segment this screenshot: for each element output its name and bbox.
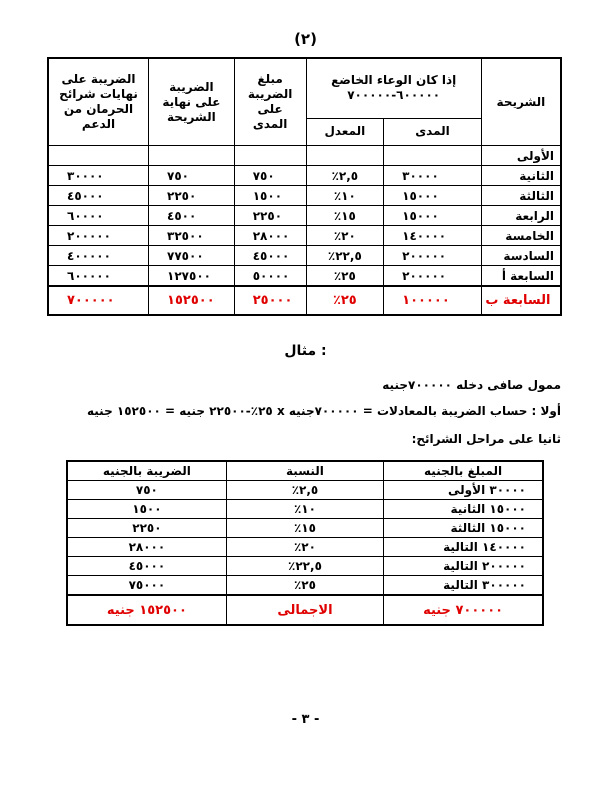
stage-rate: ٢٥٪ [226,576,383,596]
bracket-rate: ٢,٥٪ [306,166,384,186]
header-rate: المعدل [306,118,384,145]
bracket-tax-end-no-subsidy: ٣٠٠٠٠ [48,166,149,186]
stage-tax: ٢٢٥٠ [67,519,226,538]
table-row [67,538,543,557]
stage-tax: ٢٨٠٠٠ [67,538,226,557]
bracket-tax-end: ١٢٧٥٠٠ [149,266,235,287]
stage-amount: ٣٠٠٠٠٠ التالية [384,576,543,596]
example-line-formula: أولا : حساب الضريبة بالمعادلات = ٧٠٠٠٠٠جنيه x ٢٥٪-٢٢٥٠٠ جنيه = ١٥٢٥٠٠ جنيه [87,404,561,418]
stage-rate: ٢٢,٥٪ [226,557,383,576]
stage-table [66,460,544,626]
bracket-tax-range [234,146,306,166]
stage-amount: ١٤٠٠٠٠ التالية [384,538,543,557]
stage-amount: ٧٠٠٠٠٠ جنيه [384,595,543,625]
header-tax-at-end-no-subsidy: الضريبة على نهايات شرائح الحرمان من الدعم [48,58,149,146]
bracket-tax-end: ٧٧٥٠٠ [149,246,235,266]
table-row [67,500,543,519]
header-tax-at-end: الضريبة على نهاية الشريحة [149,58,235,146]
bracket-range: ٣٠٠٠٠ [384,166,482,186]
bracket-name: السابعة ب [481,286,561,315]
example-line-income: ممول صافى دخله ٧٠٠٠٠٠جنيه [382,378,561,392]
bracket-total-row [48,286,561,315]
table-row [48,266,561,287]
header-range: المدى [384,118,482,145]
bracket-tax-end: ٢٢٥٠ [149,186,235,206]
bracket-name: الثالثة [481,186,561,206]
header-taxable-group: إذا كان الوعاء الخاضع ٦٠٠٠٠٠-٧٠٠٠٠٠ [306,58,481,118]
bracket-range: ١٥٠٠٠ [384,206,482,226]
bracket-name: الأولى [481,146,561,166]
stage-rate: ٢٠٪ [226,538,383,557]
header-amount: المبلغ بالجنيه [384,461,543,481]
bracket-tax-range: ٥٠٠٠٠ [234,266,306,287]
stage-rate: الاجمالى [226,595,383,625]
bracket-table [47,57,562,316]
bracket-tax-end-no-subsidy: ٧٠٠٠٠٠ [48,286,149,315]
bracket-tax-end-no-subsidy [48,146,149,166]
table-row [48,146,561,166]
table-row [67,519,543,538]
bracket-rate: ٢٠٪ [306,226,384,246]
header-tax-on-range: مبلغ الضريبة على المدى [234,58,306,146]
bracket-tax-end-no-subsidy: ٤٠٠٠٠٠ [48,246,149,266]
bracket-tax-range: ٧٥٠ [234,166,306,186]
stage-tax: ٧٥٠٠٠ [67,576,226,596]
bracket-tax-end: ٤٥٠٠ [149,206,235,226]
stage-amount: ٢٠٠٠٠٠ التالية [384,557,543,576]
stage-tax: ٧٥٠ [67,481,226,500]
bracket-rate: ٢٥٪ [306,286,384,315]
table-row [67,557,543,576]
page-number-bottom: - ٣ - [291,712,320,727]
table-row [48,166,561,186]
bracket-name: الثانية [481,166,561,186]
stage-amount: ٣٠٠٠٠ الأولى [384,481,543,500]
header-stage-tax: الضريبة بالجنيه [67,461,226,481]
bracket-tax-end: ١٥٢٥٠٠ [149,286,235,315]
bracket-tax-range: ٢٥٠٠٠ [234,286,306,315]
stage-tax: ١٥٢٥٠٠ جنيه [67,595,226,625]
bracket-tax-end-no-subsidy: ٤٥٠٠٠ [48,186,149,206]
bracket-range [384,146,482,166]
stage-tax: ٤٥٠٠٠ [67,557,226,576]
bracket-rate [306,146,384,166]
bracket-rate: ٢٢,٥٪ [306,246,384,266]
bracket-tax-range: ١٥٠٠ [234,186,306,206]
stage-amount: ١٥٠٠٠ الثالثة [384,519,543,538]
bracket-range: ٢٠٠٠٠٠ [384,246,482,266]
stage-rate: ١٥٪ [226,519,383,538]
table-row [67,576,543,596]
stage-tax: ١٥٠٠ [67,500,226,519]
stage-total-row [67,595,543,625]
page-number-top: (٢) [294,30,317,48]
bracket-tax-end: ٣٢٥٠٠ [149,226,235,246]
bracket-tax-range: ٢٨٠٠٠ [234,226,306,246]
stage-rate: ١٠٪ [226,500,383,519]
bracket-tax-end-no-subsidy: ٢٠٠٠٠٠ [48,226,149,246]
bracket-range: ١٤٠٠٠٠ [384,226,482,246]
table-row [48,206,561,226]
table-row [67,481,543,500]
bracket-range: ١٠٠٠٠٠ [384,286,482,315]
bracket-tax-end [149,146,235,166]
table-row [48,226,561,246]
bracket-name: الرابعة [481,206,561,226]
table-row [48,246,561,266]
example-heading: مثال : [284,343,327,359]
stage-amount: ١٥٠٠٠ الثانية [384,500,543,519]
bracket-tax-end: ٧٥٠ [149,166,235,186]
header-stage-rate: النسبة [226,461,383,481]
bracket-tax-end-no-subsidy: ٦٠٠٠٠ [48,206,149,226]
example-line-stages: ثانيا على مراحل الشرائح: [411,432,561,446]
bracket-tax-range: ٤٥٠٠٠ [234,246,306,266]
bracket-tax-end-no-subsidy: ٦٠٠٠٠٠ [48,266,149,287]
table-row [48,186,561,206]
stage-rate: ٢,٥٪ [226,481,383,500]
bracket-rate: ١٠٪ [306,186,384,206]
bracket-range: ٢٠٠٠٠٠ [384,266,482,287]
bracket-name: السابعة أ [481,266,561,287]
bracket-tax-range: ٢٢٥٠ [234,206,306,226]
bracket-rate: ٢٥٪ [306,266,384,287]
bracket-range: ١٥٠٠٠ [384,186,482,206]
header-bracket: الشريحة [481,58,561,146]
bracket-name: السادسة [481,246,561,266]
bracket-rate: ١٥٪ [306,206,384,226]
bracket-name: الخامسة [481,226,561,246]
